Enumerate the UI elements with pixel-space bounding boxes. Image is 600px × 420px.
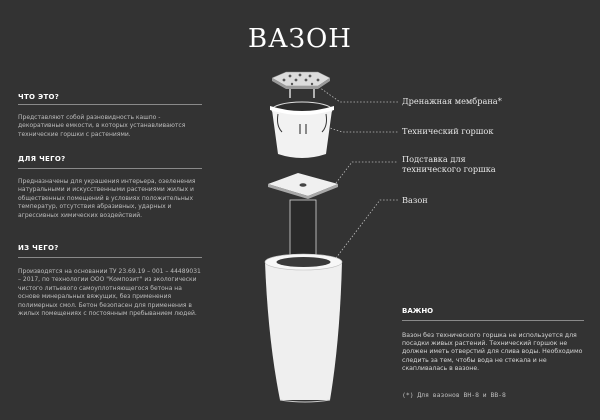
drainage-membrane-icon (272, 72, 330, 98)
vase-body-icon (265, 254, 342, 402)
leader-line-vase (336, 200, 398, 258)
pot-stand-icon (268, 173, 338, 199)
leader-line-pot (318, 124, 398, 132)
label-drainage-membrane: Дренажная мембрана* (402, 96, 502, 106)
section-heading-material: ИЗ ЧЕГО? (18, 244, 59, 252)
section-heading-what: ЧТО ЭТО? (18, 93, 60, 101)
section-heading-purpose: ДЛЯ ЧЕГО? (18, 155, 66, 163)
leader-line-stand (336, 162, 398, 183)
technical-pot-icon (270, 102, 334, 158)
divider (402, 320, 584, 321)
important-heading: ВАЖНО (402, 307, 434, 315)
page-title: ВАЗОН (248, 24, 352, 54)
leader-line-membrane (316, 85, 398, 102)
section-text-material: Производятся на основании ТУ 23.69.19 – 001 – 44489031 – 2017, по технологии ООО "Композит" из экологически чистого литьевого самоуплотняющегося бетона на основе минеральных вяжущих, без применения полимерных смол. Бетон безопасен для применения в жилых помещениях с постоянным пребыванием людей. (18, 268, 201, 318)
section-text-what: Представляют собой разновидность кашпо - декоративные емкости, в которых устанавливаются технические горшки с растениями. (18, 114, 186, 138)
section-text-purpose: Предназначены для украшения интерьера, озеленения натуральными и искусственными растениями жилых и общественных помещений в условиях положительных температур, отсутствия абразивных, ударных и агрессивных химических воздействий. (18, 178, 196, 219)
label-vase: Вазон (402, 195, 428, 205)
label-technical-pot: Технический горшок (402, 126, 494, 136)
label-pot-stand: Подставка для технического горшка (402, 154, 496, 174)
important-text: Вазон без технического горшка не используется для посадки живых растений. Технический горшок не должен иметь отверстий для слива воды. Необходимо следить за тем, чтобы вода не стекала и не скапливалась в вазоне. (402, 332, 583, 372)
footnote: (*) Для вазонов ВН-8 и ВВ-8 (402, 391, 506, 399)
